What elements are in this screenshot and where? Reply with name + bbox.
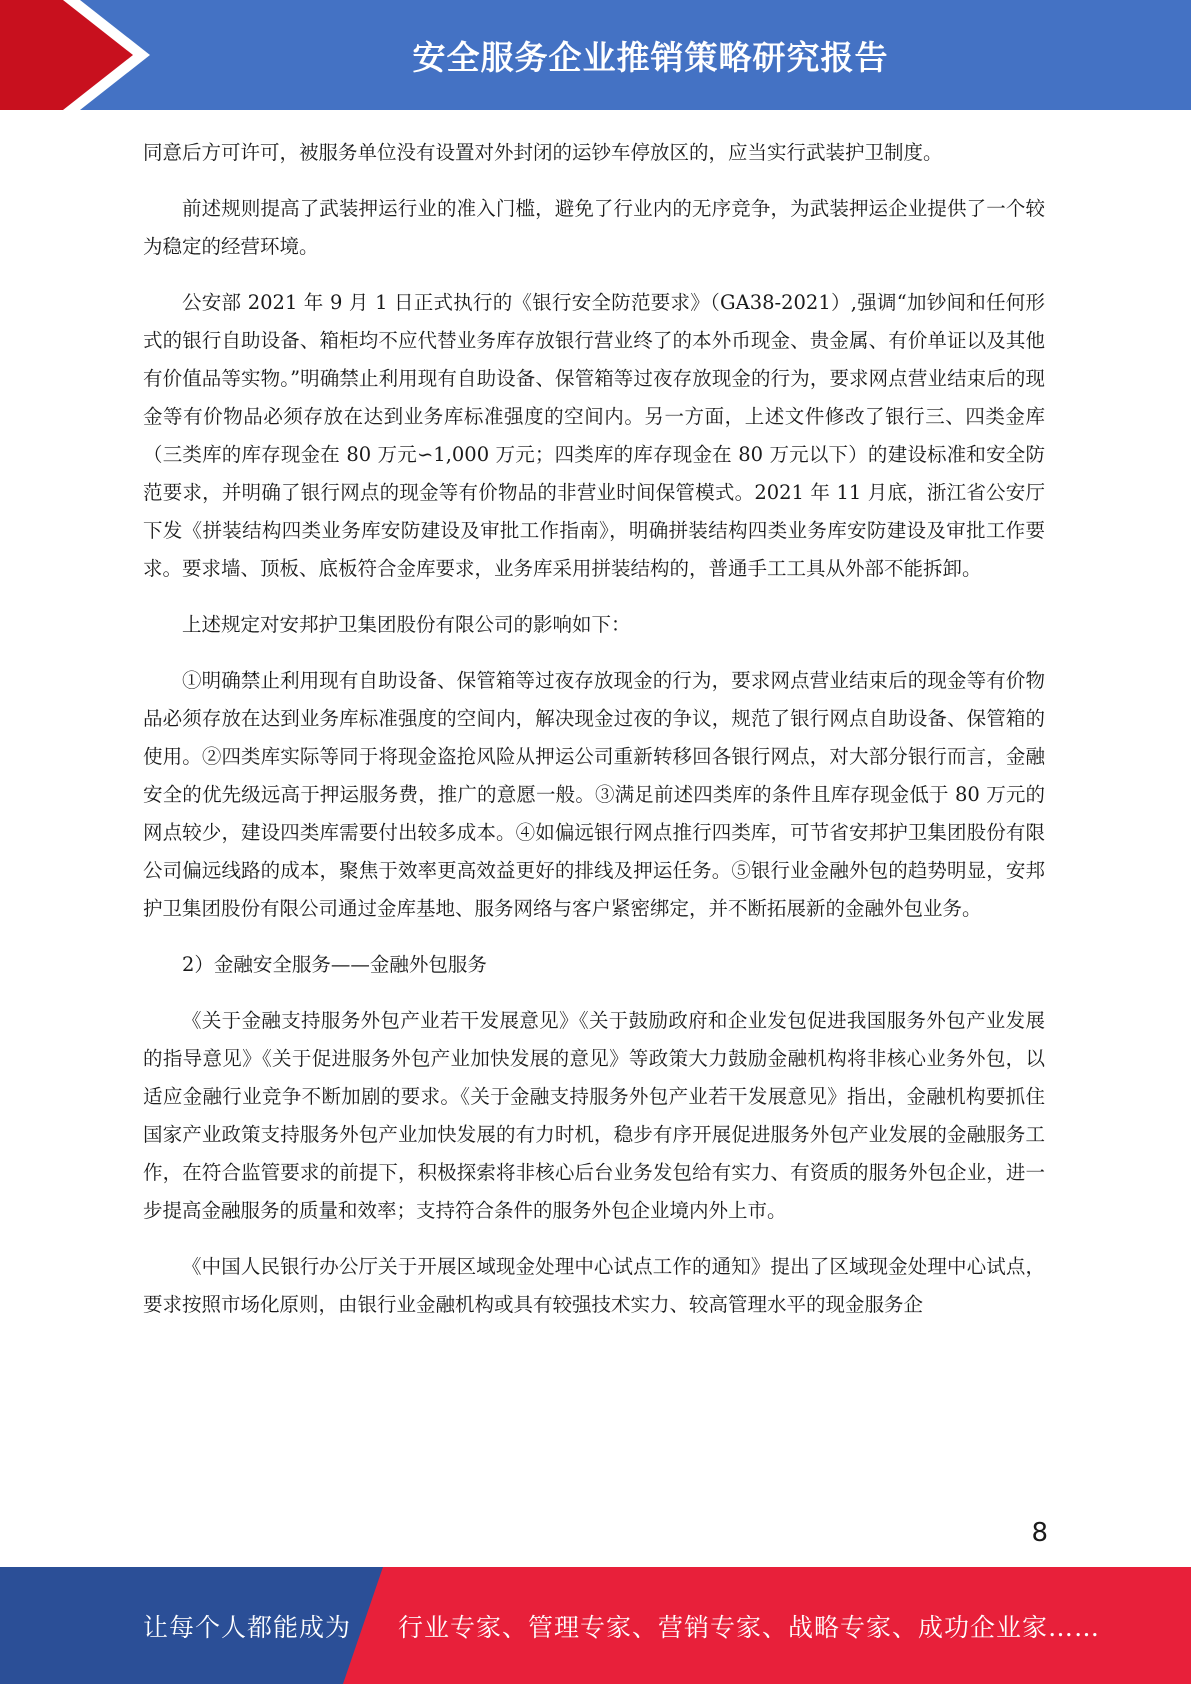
footer-slogan-left: 让每个人都能成为 xyxy=(143,1612,352,1642)
paragraph: 《关于金融支持服务外包产业若干发展意见》《关于鼓励政府和企业发包促进我国服务外包产业发展的指导意见》《关于促进服务外包产业加快发展的意见》等政策大力鼓励金融机构将非核心业务外包，以适应金融行业竞争不断加剧的要求。《关于金融支持服务外包产业若干发展意见》指出，金融机构要抓住国家产业政策支持服务外包产业加快发展的有力时机，稳步有序开展促进服务外包产业发展的金融服务工作，在符合监管要求的前提下，积极探索将非核心后台业务发包给有实力、有资质的服务外包企业，进一步提高金融服务的质量和效率；支持符合条件的服务外包企业境内外上市。 xyxy=(143,1009,1045,1222)
body-text xyxy=(143,134,1045,1342)
report-title: 安全服务企业推销策略研究报告 xyxy=(412,37,889,77)
paragraph: 公安部 2021 年 9 月 1 日正式执行的《银行安全防范要求》（GA38-2021）,强调“加钞间和任何形式的银行自助设备、箱柜均不应代替业务库存放银行营业终了的本外币现金、贵金属、有价单证以及其他有价值品等实物。”明确禁止利用现有自助设备、保管箱等过夜存放现金的行为，要求网点营业结束后的现金等有价物品必须存放在达到业务库标准强度的空间内。另一方面，上述文件修改了银行三、四类金库（三类库的库存现金在 80 万元∽1,000 万元；四类库的库存现金在 80 万元以下）的建设标准和安全防范要求，并明确了银行网点的现金等有价物品的非营业时间保管模式。2021 年 11 月底，浙江省公安厅下发《拼装结构四类业务库安防建设及审批工作指南》，明确拼装结构四类业务库安防建设及审批工作要求。要求墙、顶板、底板符合金库要求，业务库采用拼装结构的，普通手工工具从外部不能拆卸。 xyxy=(143,291,1045,580)
page-header xyxy=(0,0,1191,110)
paragraph: 上述规定对安邦护卫集团股份有限公司的影响如下： xyxy=(182,613,631,636)
paragraph: 前述规则提高了武装押运行业的准入门槛，避免了行业内的无序竞争，为武装押运企业提供了一个较为稳定的经营环境。 xyxy=(143,197,1045,258)
footer-slogan-right: 行业专家、管理专家、营销专家、战略专家、成功企业家…… xyxy=(398,1612,1101,1642)
page-footer xyxy=(0,1567,1191,1684)
paragraph: ①明确禁止利用现有自助设备、保管箱等过夜存放现金的行为，要求网点营业结束后的现金等有价物品必须存放在达到业务库标准强度的空间内，解决现金过夜的争议，规范了银行网点自助设备、保管箱的使用。②四类库实际等同于将现金盗抢风险从押运公司重新转移回各银行网点，对大部分银行而言，金融安全的优先级远高于押运服务费，推广的意愿一般。③满足前述四类库的条件且库存现金低于 80 万元的网点较少，建设四类库需要付出较多成本。④如偏远银行网点推行四类库，可节省安邦护卫集团股份有限公司偏远线路的成本，聚焦于效率更高效益更好的排线及押运任务。⑤银行业金融外包的趋势明显，安邦护卫集团股份有限公司通过金库基地、服务网络与客户紧密绑定，并不断拓展新的金融外包业务。 xyxy=(143,669,1045,920)
paragraph: 同意后方可许可，被服务单位没有设置对外封闭的运钞车停放区的，应当实行武装护卫制度。 xyxy=(143,141,943,164)
section-heading: 2）金融安全服务——金融外包服务 xyxy=(182,953,487,976)
page-number: 8 xyxy=(1031,1518,1048,1548)
paragraph: 《中国人民银行办公厅关于开展区域现金处理中心试点工作的通知》提出了区域现金处理中心试点，要求按照市场化原则，由银行业金融机构或具有较强技术实力、较高管理水平的现金服务企 xyxy=(143,1255,1045,1316)
